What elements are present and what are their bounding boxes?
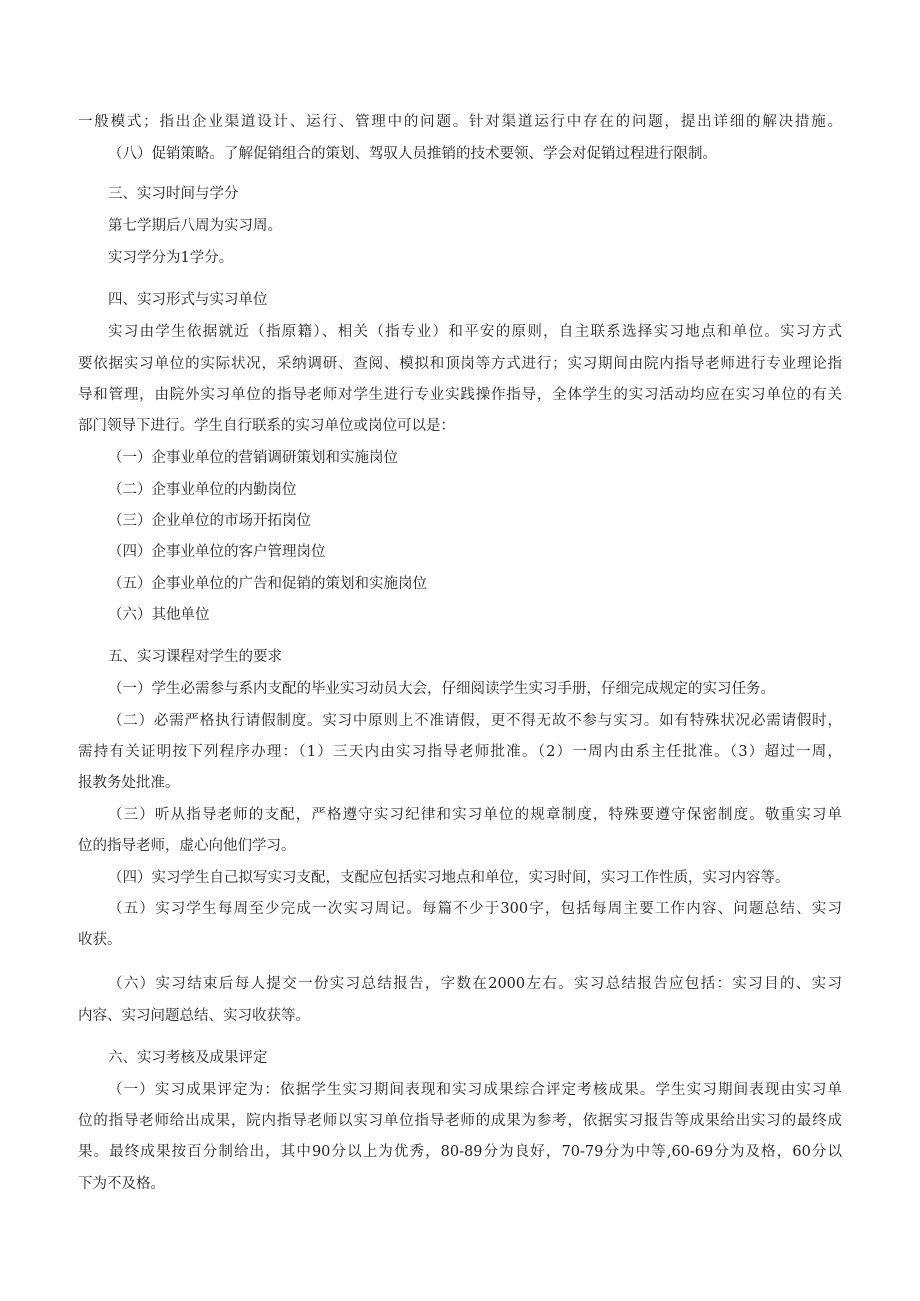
paragraph-line: （四）实习学生自己拟写实习支配，支配应包括实习地点和单位，实习时间，实习工作性质，实习内容等。 — [108, 870, 790, 886]
paragraph-line: 实习由学生依据就近（指原籍）、相关（指专业）和平安的原则，自主联系选择实习地点和单位。实习方式 — [108, 324, 842, 340]
paragraph-line: 报教务处批准。 — [78, 775, 180, 791]
paragraph-line: （六）实习结束后每人提交一份实习总结报告，字数在2000左右。实习总结报告应包括：实习目的、实习 — [108, 976, 842, 992]
paragraph-line: 第七学期后八周为实习周。 — [108, 218, 282, 234]
section-heading: 三、实习时间与学分 — [108, 186, 239, 202]
paragraph-line: 需持有关证明按下列程序办理：（1）三天内由实习指导老师批准。（2）一周内由系主任批准。（3）超过一周， — [78, 744, 842, 760]
paragraph-line: 果。最终成果按百分制给出，其中90分以上为优秀，80-89分为良好，70-79分为中等,60-69分为及格，60分以 — [78, 1144, 842, 1160]
paragraph-line: 部门领导下进行。学生自行联系的实习单位或岗位可以是： — [78, 418, 455, 434]
list-item: （一）企事业单位的营销调研策划和实施岗位 — [108, 450, 398, 466]
paragraph-line: （一）实习成果评定为：依据学生实习期间表现和实习成果综合评定考核成果。学生实习期间表现由实习单 — [108, 1082, 842, 1098]
paragraph-line: （八）促销策略。了解促销组合的策划、驾驭人员推销的技术要领、学会对促销过程进行限制。 — [108, 146, 717, 162]
paragraph-line: 位的指导老师，虚心向他们学习。 — [78, 838, 296, 854]
paragraph-line: 内容、实习问题总结、实习收获等。 — [78, 1008, 310, 1024]
paragraph-line: 下为不及格。 — [78, 1176, 165, 1192]
list-item: （二）企事业单位的内勤岗位 — [108, 482, 297, 498]
section-heading: 四、实习形式与实习单位 — [108, 292, 268, 308]
paragraph-line: 导和管理，由院外实习单位的指导老师对学生进行专业实践操作指导，全体学生的实习活动均应在实习单位的有关 — [78, 387, 842, 403]
paragraph-line: （二）必需严格执行请假制度。实习中原则上不准请假，更不得无故不参与实习。如有特殊状况必需请假时， — [108, 713, 842, 729]
paragraph-line: 实习学分为1学分。 — [108, 250, 234, 266]
paragraph-line: 位的指导老师给出成果，院内指导老师以实习单位指导老师的成果为参考，依据实习报告等成果给出实习的最终成 — [78, 1113, 842, 1129]
list-item: （六）其他单位 — [108, 607, 210, 623]
section-heading: 五、实习课程对学生的要求 — [108, 649, 282, 665]
paragraph-line: 一般模式；指出企业渠道设计、运行、管理中的问题。针对渠道运行中存在的问题，提出详细的解决措施。 — [78, 114, 842, 130]
paragraph-line: （五）实习学生每周至少完成一次实习周记。每篇不少于300字，包括每周主要工作内容、问题总结、实习 — [108, 901, 842, 917]
paragraph-line: （三）听从指导老师的支配，严格遵守实习纪律和实习单位的规章制度，特殊要遵守保密制度。敬重实习单 — [108, 807, 842, 823]
list-item: （四）企事业单位的客户管理岗位 — [108, 544, 326, 560]
paragraph-line: （一）学生必需参与系内支配的毕业实习动员大会，仔细阅读学生实习手册，仔细完成规定的实习任务。 — [108, 681, 775, 697]
list-item: （三）企业单位的市场开拓岗位 — [108, 513, 311, 529]
list-item: （五）企事业单位的广告和促销的策划和实施岗位 — [108, 576, 427, 592]
section-heading: 六、实习考核及成果评定 — [108, 1050, 268, 1066]
paragraph-line: 收获。 — [78, 932, 122, 948]
paragraph-line: 要依据实习单位的实际状况，采纳调研、查阅、模拟和顶岗等方式进行；实习期间由院内指导老师进行专业理论指 — [78, 356, 842, 372]
